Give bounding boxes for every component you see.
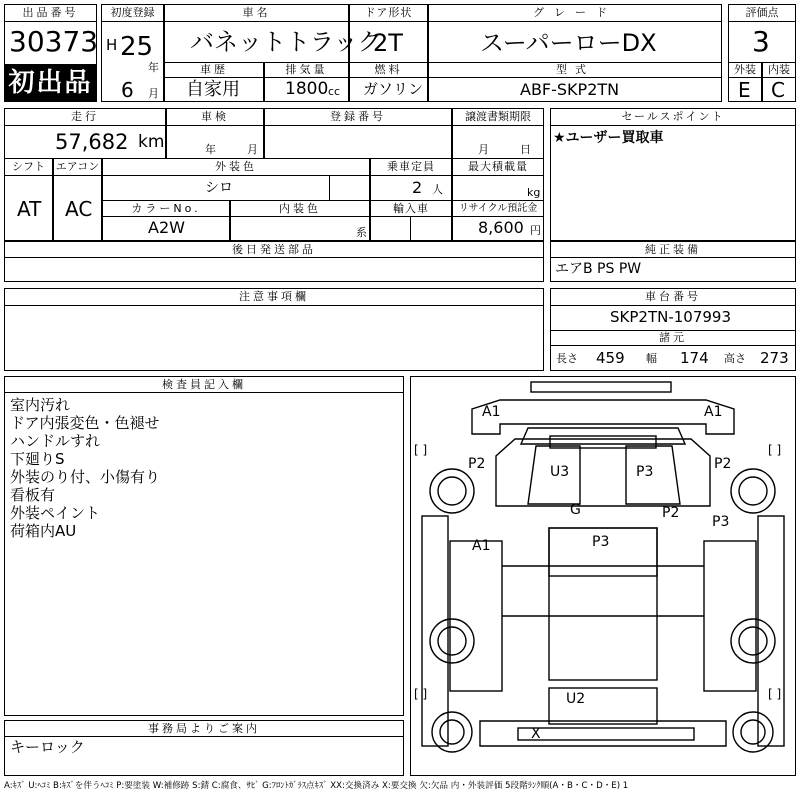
sales-point-header: セールスポイント <box>550 108 796 126</box>
diagram-mark: [ ] <box>768 443 782 457</box>
chassis-header: 車台番号 <box>550 288 796 306</box>
recycle-unit: 円 <box>530 224 541 237</box>
exterior-color: シロ <box>205 180 233 196</box>
door-header: ドア形状 <box>349 4 428 22</box>
fuel: ガソリン <box>363 80 424 98</box>
diagram-mark: G <box>570 502 581 518</box>
diagram-mark: U2 <box>566 691 586 707</box>
month-unit: 月 <box>148 87 159 100</box>
notes-box <box>4 305 544 371</box>
model-code: ABF-SKP2TN <box>520 80 620 99</box>
specs-header: 諸元 <box>550 330 796 346</box>
first-listing-badge: 初出品 <box>4 65 97 102</box>
interior-color-header: 内装色 <box>230 200 370 217</box>
era: H <box>106 36 118 54</box>
vehicle-damage-diagram <box>410 376 796 776</box>
chassis-no: SKP2TN-107993 <box>610 308 732 326</box>
door: 2T <box>373 29 403 57</box>
interior-header: 内装 <box>762 62 796 78</box>
import-header: 輸入車 <box>370 200 452 217</box>
inspection-header: 車検 <box>166 108 264 126</box>
lot-number: 30373 <box>9 25 99 58</box>
width-label: 幅 <box>646 352 657 365</box>
diagram-mark: P3 <box>712 514 730 530</box>
notes-header: 注意事項欄 <box>4 288 544 306</box>
genuine-equip: エアB PS PW <box>555 261 642 277</box>
mileage-header: 走行 <box>4 108 166 126</box>
later-parts-header: 後日発送部品 <box>4 241 544 258</box>
recycle-header: リサイクル預託金 <box>452 200 544 217</box>
diagram-mark: X <box>531 726 541 742</box>
displacement: 1800 <box>285 79 329 99</box>
color-no: A2W <box>148 218 185 237</box>
color-no-header: カラーNo. <box>102 200 230 217</box>
grade: スーパーローDX <box>480 29 657 57</box>
inspector-note: 看板有 <box>10 486 56 504</box>
transfer-month-unit: 月 <box>478 143 489 156</box>
mileage: 57,682 <box>55 130 129 154</box>
diagram-mark: A1 <box>704 404 723 420</box>
inspection-month-unit: 月 <box>247 143 258 156</box>
car-name-header: 車名 <box>164 4 349 22</box>
sales-point: ★ユーザー買取車 <box>553 130 664 146</box>
grade-header: グレード <box>428 4 722 22</box>
shift: AT <box>17 197 42 221</box>
max-load-header: 最大積載量 <box>452 158 544 176</box>
height-value: 273 <box>760 349 789 367</box>
diagram-mark: P2 <box>468 456 486 472</box>
history: 自家用 <box>186 79 240 100</box>
reg-year: 25 <box>120 32 154 62</box>
later-parts-box <box>4 257 544 282</box>
height-label: 高さ <box>724 352 746 365</box>
inspector-note: ドア内張変色・色褪せ <box>10 414 160 432</box>
diagram-mark: U3 <box>550 464 570 480</box>
exterior-header: 外装 <box>728 62 762 78</box>
capacity: 2 <box>412 178 423 197</box>
inspector-notes <box>10 396 160 540</box>
diagram-mark: A1 <box>482 404 501 420</box>
diagram-mark: A1 <box>472 538 491 554</box>
diagram-mark: [ ] <box>414 687 428 701</box>
office-note: キーロック <box>10 738 85 756</box>
diagram-mark: [ ] <box>414 443 428 457</box>
office-header: 事務局よりご案内 <box>4 720 404 737</box>
year-unit: 年 <box>148 61 159 74</box>
inspector-header: 検査員記入欄 <box>4 376 404 393</box>
diagram-mark: [ ] <box>768 687 782 701</box>
score-header: 評価点 <box>728 4 796 22</box>
interior-grade: C <box>771 78 785 102</box>
capacity-unit: 人 <box>432 183 443 196</box>
capacity-header: 乗車定員 <box>370 158 452 176</box>
color-spare-box <box>329 175 370 201</box>
score: 3 <box>752 25 770 58</box>
inspector-note: 荷箱内AU <box>10 522 77 540</box>
inspector-note: ハンドルすれ <box>10 432 101 450</box>
length-label: 長さ <box>556 352 578 365</box>
interior-color-box <box>230 216 370 241</box>
recycle: 8,600 <box>478 218 524 237</box>
reg-no-box <box>264 125 452 159</box>
inspector-note: 外装のり付、小傷有り <box>10 468 161 486</box>
first-reg-header: 初度登録 <box>101 4 164 22</box>
inspector-note: 外装ペイント <box>10 504 101 522</box>
color-header: 外装色 <box>102 158 370 176</box>
diagram-mark: P3 <box>592 534 610 550</box>
reg-month: 6 <box>121 78 134 102</box>
diagram-mark: P3 <box>636 464 654 480</box>
inspector-note: 室内汚れ <box>10 396 71 414</box>
fuel-header: 燃料 <box>349 62 428 78</box>
exterior-grade: E <box>738 78 751 102</box>
displacement-unit: cc <box>328 85 341 98</box>
displacement-header: 排気量 <box>264 62 349 78</box>
import-box-2 <box>410 216 452 241</box>
legend: A:ｷｽﾞ U:ﾍｺﾐ B:ｷｽﾞを伴うﾍｺﾐ P:要塗装 W:補修跡 S:錆 C:腐食、ｻﾋﾞ G:ﾌﾛﾝﾄｶﾞﾗｽ点ｷｽﾞ XX:交換済み X:要交換 欠:欠品 内・外装評価 5段階ﾗﾝｸ順(A・B・C・D・E) 1 <box>4 781 629 791</box>
width-value: 174 <box>680 349 709 367</box>
lot-header: 出品番号 <box>4 4 97 22</box>
inspection-year-unit: 年 <box>205 143 216 156</box>
mileage-unit: km <box>138 132 165 152</box>
history-header: 車歴 <box>164 62 264 78</box>
shift-header: シフト <box>4 158 53 176</box>
inspector-note: 下廻りS <box>10 450 65 468</box>
aircon: AC <box>65 197 93 221</box>
diagram-mark: P2 <box>714 456 732 472</box>
max-load-unit: kg <box>527 186 541 199</box>
car-name: バネットトラック <box>190 28 382 56</box>
interior-color-unit: 系 <box>356 226 367 239</box>
length-value: 459 <box>596 349 625 367</box>
genuine-equip-header: 純正装備 <box>550 241 796 258</box>
transfer-doc-header: 譲渡書類期限 <box>452 108 544 126</box>
import-box <box>370 216 411 241</box>
transfer-day-unit: 日 <box>520 143 531 156</box>
model-code-header: 型式 <box>428 62 722 78</box>
reg-no-header: 登録番号 <box>264 108 452 126</box>
aircon-header: エアコン <box>53 158 102 176</box>
diagram-mark: P2 <box>662 505 680 521</box>
